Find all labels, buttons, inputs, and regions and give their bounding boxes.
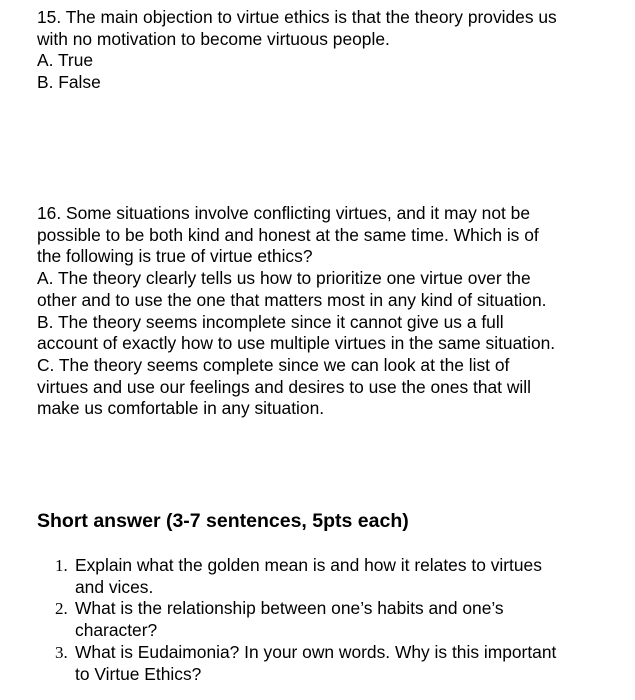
short-answer-item-3 bbox=[37, 642, 607, 685]
question-16-stem-line: possible to be both kind and honest at the same time. Which is of bbox=[37, 224, 539, 245]
short-answer-item-1 bbox=[37, 555, 607, 598]
short-answer-heading: Short answer (3-7 sentences, 5pts each) bbox=[37, 510, 409, 532]
short-answer-text-line: Explain what the golden mean is and how it relates to virtues bbox=[75, 555, 542, 575]
question-16-option-c: make us comfortable in any situation. bbox=[37, 398, 325, 419]
question-15 bbox=[37, 7, 607, 94]
question-16-option-a: A. The theory clearly tells us how to prioritize one virtue over the bbox=[37, 268, 531, 289]
question-15-stem-line: 15. The main objection to virtue ethics is that the theory provides us bbox=[37, 7, 557, 27]
list-number: 1. bbox=[55, 556, 68, 575]
question-16 bbox=[37, 203, 607, 420]
question-16-stem-line: the following is true of virtue ethics? bbox=[37, 246, 313, 267]
short-answer-text-line: and vices. bbox=[75, 576, 154, 597]
question-16-option-c: virtues and use our feelings and desires to use the ones that will bbox=[37, 376, 531, 397]
list-number: 2. bbox=[55, 599, 68, 619]
short-answer-item-2 bbox=[37, 598, 607, 641]
question-16-option-a: other and to use the one that matters most in any kind of situation. bbox=[37, 289, 547, 310]
question-16-option-c: C. The theory seems complete since we can look at the list of bbox=[37, 354, 510, 375]
short-answer-text-line: What is the relationship between one’s habits and one’s bbox=[75, 598, 504, 619]
question-15-option-a: A. True bbox=[37, 50, 94, 71]
question-15-option-b: B. False bbox=[37, 72, 101, 93]
short-answer-text-line: character? bbox=[75, 620, 158, 641]
question-15-stem-line: with no motivation to become virtuous people. bbox=[37, 28, 390, 49]
short-answer-text-line: What is Eudaimonia? In your own words. Why is this important bbox=[75, 641, 557, 662]
short-answer-text-line: to Virtue Ethics? bbox=[75, 663, 202, 684]
question-16-stem-line: 16. Some situations involve conflicting virtues, and it may not be bbox=[37, 203, 530, 223]
short-answer-list bbox=[37, 555, 607, 685]
question-16-option-b: account of exactly how to use multiple virtues in the same situation. bbox=[37, 333, 556, 354]
list-number: 3. bbox=[55, 642, 68, 662]
question-16-option-b: B. The theory seems incomplete since it cannot give us a full bbox=[37, 311, 504, 332]
